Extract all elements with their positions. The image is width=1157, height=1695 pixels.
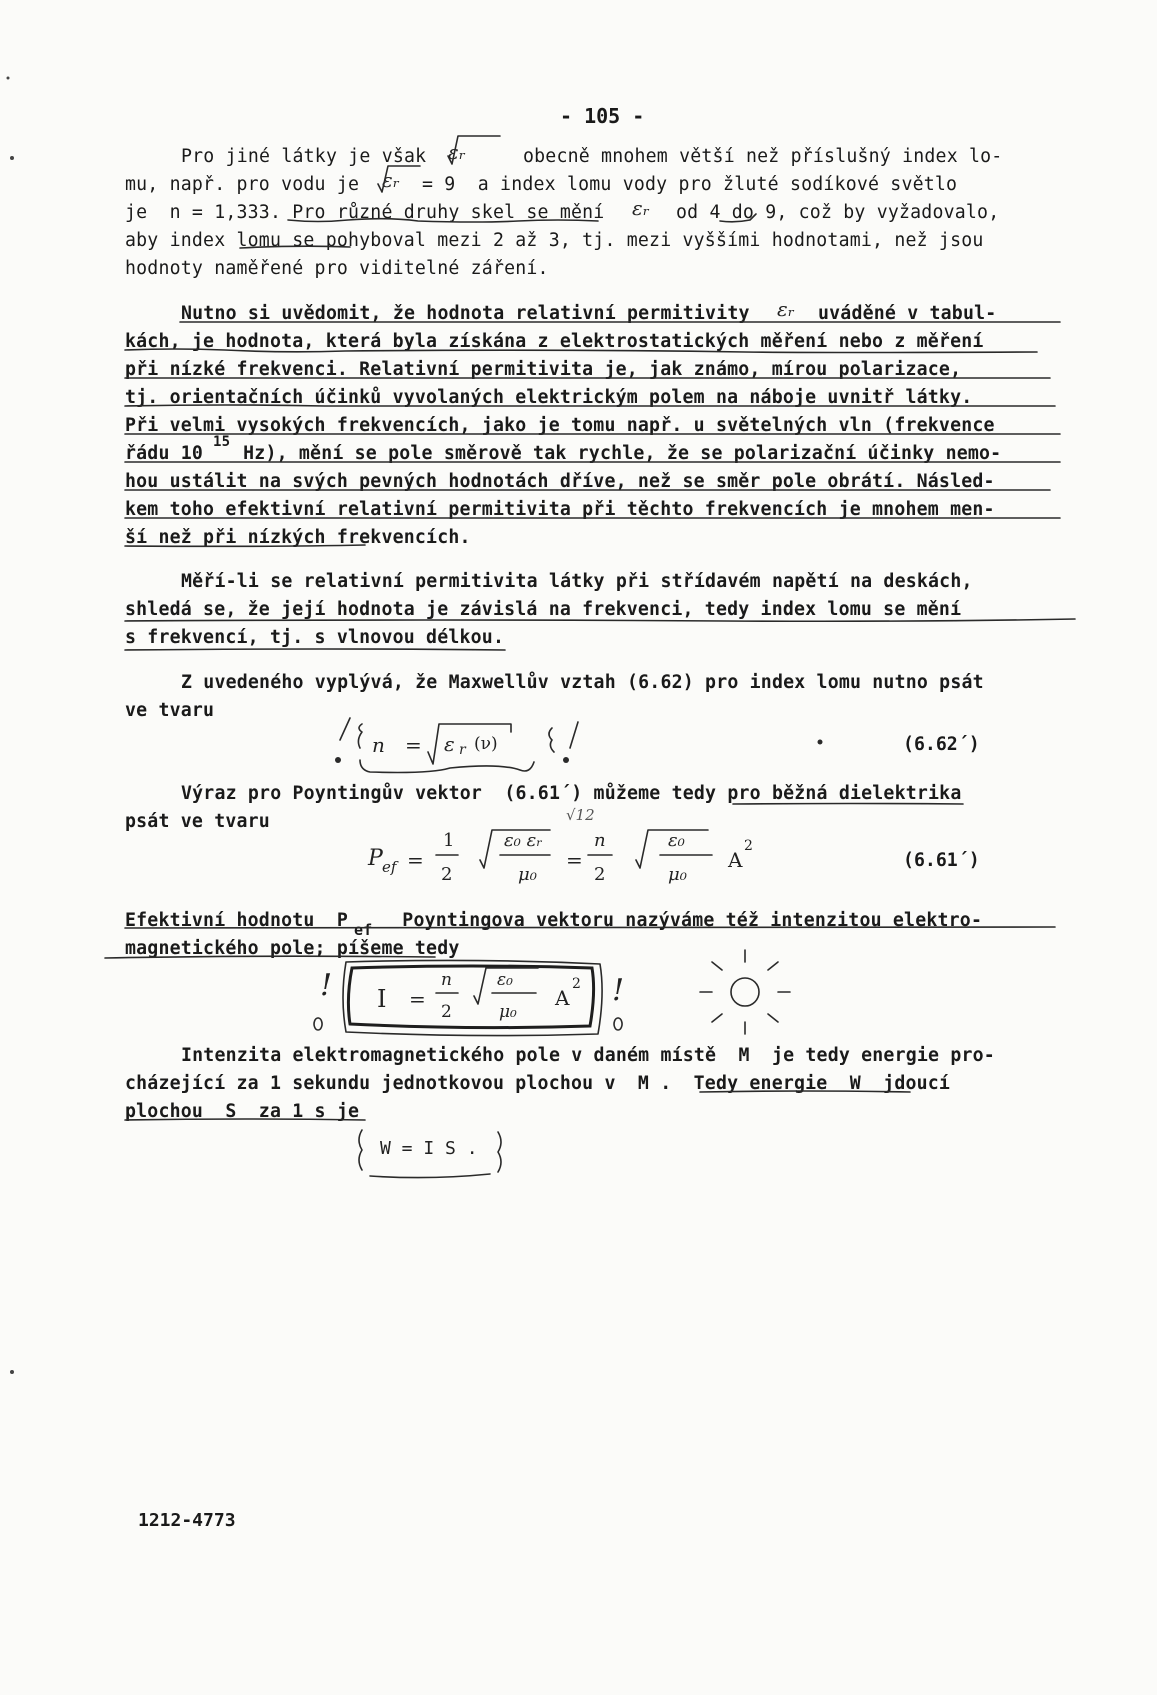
- p5-line1: Výraz pro Poyntingův vektor (6.61´) můžeme tedy pro běžná dielektrika: [181, 783, 962, 804]
- eq661-f1-num: 1: [443, 830, 455, 851]
- eq662-epsilon: ε: [444, 732, 455, 756]
- eqI-f-den: 2: [441, 1002, 452, 1022]
- eqI-f-num: n: [441, 970, 452, 990]
- eq662-lhs: n: [372, 733, 385, 757]
- eq662-excl-left: [340, 718, 350, 740]
- eqW-underline: [370, 1174, 490, 1178]
- eq661-f2-num: n: [594, 830, 606, 851]
- eq661-r1-den: μ₀: [518, 864, 537, 885]
- eq661-equals: =: [407, 848, 424, 872]
- eq662-arg: (ν): [474, 734, 498, 754]
- eq661-a-exp: 2: [744, 838, 753, 854]
- p2-line2: kách, je hodnota, která byla získána z elektrostatických měření nebo z měření: [125, 331, 984, 352]
- p4-line2: ve tvaru: [125, 700, 215, 721]
- eq661-number: (6.61´): [903, 850, 980, 871]
- sqrt-epsilon-r-inline-2: εᵣ: [382, 168, 400, 192]
- eqI-a-exp: 2: [572, 976, 581, 992]
- p7-line2: cházející za 1 sekundu jednotkovou plochou v M . Tedy energie W jdoucí: [125, 1073, 951, 1094]
- p6-line1b: Poyntingova vektoru nazýváme též intenzitou elektro-: [380, 910, 983, 931]
- p2-line4: tj. orientačních účinků vyvolaných elektrickým polem na náboje uvnitř látky.: [125, 387, 973, 408]
- p1-line1b: obecně mnohem větší než příslušný index lo-: [523, 146, 1003, 167]
- p4-line1: Z uvedeného vyplývá, že Maxwellův vztah (6.62) pro index lomu nutno psát: [181, 672, 984, 693]
- eq662-excl-right-dot: [563, 757, 569, 763]
- epsilon-r-inline-4: εᵣ: [777, 297, 795, 321]
- eqI-mark-right: !: [612, 973, 625, 1008]
- eq662-brace-left: [358, 724, 362, 748]
- p3-line1: Měří-li se relativní permitivita látky při střídavém napětí na deskách,: [181, 571, 973, 592]
- p1-line4: aby index lomu se pohyboval mezi 2 až 3, tj. mezi vyššími hodnotami, než jsou: [125, 230, 984, 251]
- eq661-margin-note: √12: [566, 806, 595, 824]
- eq662-excl-left-dot: [335, 757, 341, 763]
- p1-line2a: mu, např. pro vodu je: [125, 174, 371, 195]
- eq662-radical: [428, 724, 511, 764]
- eqW-brace-left: [359, 1130, 362, 1170]
- p2-line7: hou ustálit na svých pevných hodnotách dříve, než se směr pole obrátí. Násled-: [125, 471, 995, 492]
- p5-line2: psát ve tvaru: [125, 811, 270, 832]
- eqI-equals: =: [409, 987, 426, 1011]
- eq662-brace-right: [549, 728, 554, 752]
- footer-code: 1212-4773: [138, 1510, 236, 1531]
- p2-line6b: Hz), mění se pole směrově tak rychle, že se polarizační účinky nemo-: [232, 443, 1002, 464]
- eq661-f2-den: 2: [594, 864, 606, 885]
- eq661-r2-num: ε₀: [668, 830, 685, 851]
- p2-line1a: Nutno si uvědomit, že hodnota relativní permitivity: [181, 303, 761, 324]
- p1-line2b: = 9 a index lomu vody pro žluté sodíkové světlo: [422, 174, 958, 195]
- eq662-equals: =: [405, 733, 422, 757]
- eqI-r-num: ε₀: [497, 970, 513, 990]
- p1-line3a: je n = 1,333. Pro různé druhy skel se mění: [125, 202, 616, 223]
- eq661-r2-den: μ₀: [668, 864, 687, 885]
- p2-line8: kem toho efektivní relativní permitivita při těchto frekvencích je mnohem men-: [125, 499, 995, 520]
- eqI-mark-right-o: [614, 1018, 622, 1030]
- eq661-lhs-sub: ef: [382, 858, 397, 876]
- eq662-sub: r: [459, 742, 466, 758]
- eqI-a: A: [555, 986, 570, 1010]
- p2-line6-exponent: 15: [213, 434, 231, 450]
- p1-line3b: od 4 do 9, což by vyžadovalo,: [676, 202, 1000, 223]
- eqI-mark-left: !: [320, 968, 333, 1003]
- sqrt-epsilon-r-inline-1: εᵣ: [448, 140, 466, 164]
- eqW: W = I S .: [380, 1138, 478, 1159]
- eqI-lhs: I: [377, 985, 387, 1013]
- stray-dot: [818, 740, 823, 745]
- eq661-r1-num: ε₀ εᵣ: [504, 830, 543, 851]
- eq661-equals2: =: [566, 848, 583, 872]
- p1-line5: hodnoty naměřené pro viditelné záření.: [125, 258, 549, 279]
- p6-line1a: Efektivní hodnotu P: [125, 910, 348, 931]
- p2-line9: ší než při nízkých frekvencích.: [125, 527, 471, 548]
- eq662-excl-right: [570, 722, 578, 748]
- p3-line2: shledá se, že její hodnota je závislá na frekvenci, tedy index lomu se mění: [125, 599, 962, 620]
- eq662-number: (6.62´): [903, 734, 980, 755]
- p2-line1b: uváděné v tabul-: [818, 303, 997, 324]
- page-number: - 105 -: [560, 104, 645, 128]
- eq661-lhs: P: [368, 846, 383, 871]
- epsilon-r-inline-3: εᵣ: [632, 196, 650, 220]
- eqI-r-den: μ₀: [499, 1002, 517, 1022]
- p7-line1: Intenzita elektromagnetického pole v daném místě M je tedy energie pro-: [181, 1045, 995, 1066]
- eq661-f1-den: 2: [441, 864, 453, 885]
- p6-line2: magnetického pole; píšeme tedy: [125, 938, 460, 959]
- eq661-a: A: [728, 848, 743, 872]
- p3-line3: s frekvencí, tj. s vlnovou délkou.: [125, 627, 505, 648]
- p2-line5: Při velmi vysokých frekvencích, jako je tomu např. u světelných vln (frekvence: [125, 415, 995, 436]
- eqW-brace-right: [498, 1132, 501, 1172]
- p6-line1-sub: ef: [354, 921, 373, 939]
- p2-line3: při nízké frekvenci. Relativní permitivita je, jak známo, mírou polarizace,: [125, 359, 962, 380]
- p1-line1a: Pro jiné látky je však: [181, 146, 438, 167]
- p2-line6a: řádu 10: [125, 443, 204, 464]
- eqI-mark-left-o: [314, 1018, 322, 1030]
- p7-line3: plochou S za 1 s je: [125, 1101, 360, 1122]
- sun-doodle: [700, 950, 790, 1034]
- eq662-wave-under: [360, 760, 534, 773]
